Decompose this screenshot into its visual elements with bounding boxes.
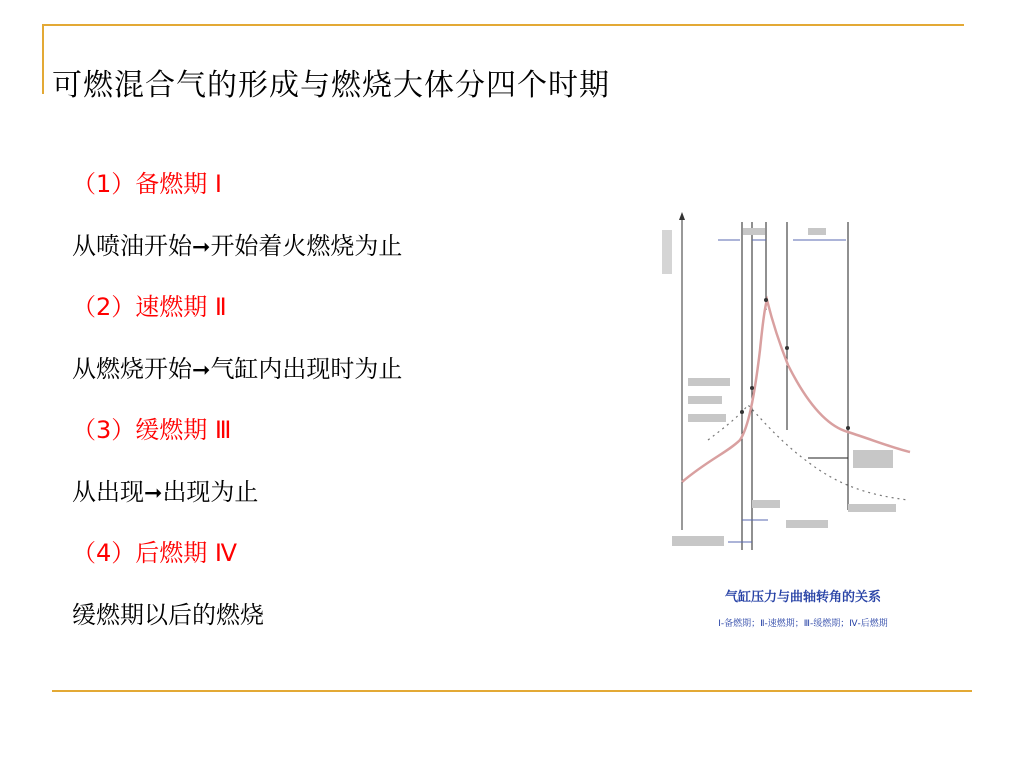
diagram-drawing: [648, 200, 958, 580]
phase-1-description: 从喷油开始➞开始着火燃烧为止: [72, 231, 403, 260]
point-B: [750, 386, 754, 390]
annotation-blur-3: [688, 414, 726, 422]
y-axis-arrow: [679, 212, 685, 220]
phase-3-heading: （3）缓燃期 Ⅲ: [72, 416, 232, 444]
top-label-blur-1: [743, 228, 765, 235]
phase-3-description: 从出现➞出现为止: [72, 477, 259, 506]
annotation-blur-1: [688, 378, 730, 386]
slide-title: 可燃混合气的形成与燃烧大体分四个时期: [52, 68, 610, 103]
annotation-blur-4: [853, 450, 893, 468]
bottom-rule: [52, 690, 972, 692]
arrow-right-icon: ➞: [192, 234, 211, 260]
top-rule: [42, 24, 964, 26]
y-axis-label-blur: [662, 230, 672, 274]
annotation-blur-2: [688, 396, 722, 404]
point-A: [740, 410, 744, 414]
point-E: [846, 426, 850, 430]
top-label-blur-2: [808, 228, 826, 235]
phase-4-description: 缓燃期以后的燃烧: [72, 600, 264, 629]
arrow-right-icon: ➞: [144, 480, 163, 506]
left-rule: [42, 24, 44, 94]
diagram-caption: 气缸压力与曲轴转角的关系: [724, 590, 881, 605]
annotation-blur-6: [752, 500, 780, 508]
annotation-blur-8: [672, 536, 724, 546]
arrow-right-icon: ➞: [192, 357, 211, 383]
point-C: [764, 298, 768, 302]
diagram-subcaption: Ⅰ-备燃期；Ⅱ-速燃期；Ⅲ-缓燃期；Ⅳ-后燃期: [718, 619, 888, 629]
point-D: [785, 346, 789, 350]
phase-list: [72, 162, 632, 654]
phase-4-heading: （4）后燃期 Ⅳ: [72, 539, 238, 567]
annotation-blur-7: [786, 520, 828, 528]
phase-1-heading: （1）备燃期 Ⅰ: [72, 170, 222, 198]
annotation-blur-5: [848, 504, 896, 512]
phase-2-heading: （2）速燃期 Ⅱ: [72, 293, 227, 321]
pressure-crank-angle-diagram: [648, 200, 958, 640]
phase-2-description: 从燃烧开始➞气缸内出现时为止: [72, 354, 403, 383]
